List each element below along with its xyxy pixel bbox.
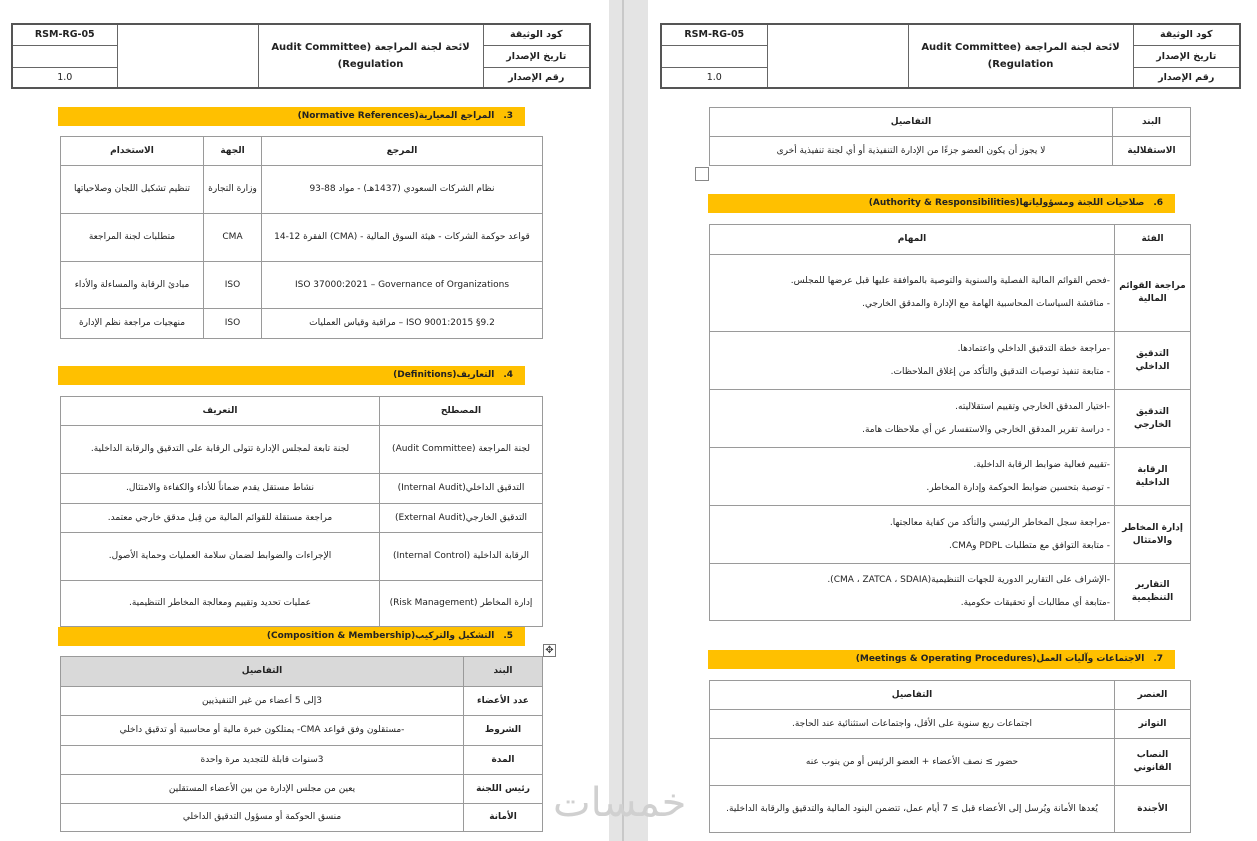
- doc-date-value: [12, 45, 117, 67]
- page-gap: [609, 0, 648, 841]
- paragraph-marker-box: [695, 167, 709, 181]
- table-row: إدارة المخاطر والامتثال -مراجعة سجل المخاطر الرئيسي والتأكد من كفاية معالجتها. - متابعة التوافق مع متطلبات PDPL وCMA.: [710, 506, 1191, 564]
- normative-references-table: المرجع الجهة الاستخدام نظام الشركات السعودي (1437هـ) - مواد 88-93 وزارة التجارة تنظيم تشكيل اللجان وصلاحياتها قواعد حوكمة الشركات - هيئة السوق المالية - (CMA) الفقرة 12-14 CMA متطلبات لجنة المراجعة ISO 37000:2021 – Governance of Organizations ISO مبادئ الرقابة والمساءلة والأداء ISO 9001:2015 §9.2 – مراقبة وقياس العمليات ISO منهجيات مراجعة نظم الإدارة: [60, 136, 543, 339]
- doc-code-label: كود الوثيقة: [483, 24, 590, 45]
- table-row: التدقيق الخارجي(External Audit) مراجعة مستقلة للقوائم المالية من قِبل مدقق خارجي معتمد.: [61, 504, 543, 533]
- table-row: الشروط -مستقلون وفق قواعد CMA- يمتلكون خبرة مالية أو محاسبية أو تدقيق داخلي: [61, 716, 543, 746]
- section-7-heading: 7.الاجتماعات وآليات العمل(Meetings & Operating Procedures): [708, 650, 1175, 669]
- table-row: ISO 9001:2015 §9.2 – مراقبة وقياس العمليات ISO منهجيات مراجعة نظم الإدارة: [61, 309, 543, 339]
- document-header: [11, 23, 591, 89]
- table-row: الرقابة الداخلية (Internal Control) الإجراءات والضوابط لضمان سلامة العمليات وحماية الأصول.: [61, 533, 543, 581]
- section-3-heading: 3.المراجع المعيارية(Normative References): [58, 107, 525, 126]
- table-row: الأمانة منسق الحوكمة أو مسؤول التدقيق الداخلي: [61, 804, 543, 832]
- section-4-heading: 4.التعاريف(Definitions): [58, 366, 525, 385]
- table-row: الاستقلالية لا يجوز أن يكون العضو جزءًا من الإدارة التنفيذية أو أي لجنة تنفيذية أخرى: [710, 137, 1191, 166]
- meetings-table: العنصر التفاصيل التواتر اجتماعات ربع سنوية على الأقل، واجتماعات استثنائية عند الحاجة. النصاب القانوني حضور ≥ نصف الأعضاء + العضو الرئيس أو من ينوب عنه الأجندة يُعدها الأمانة ويُرسل إلى الأعضاء قبل ≥ 7 أيام عمل، تتضمن البنود المالية والتدقيق والرقابة الداخلية.: [709, 680, 1191, 833]
- definitions-table: المصطلح التعريف لجنة المراجعة (Audit Committee) لجنة تابعة لمجلس الإدارة تتولى الرقابة على التدقيق والرقابة الداخلية. التدقيق الداخلي(Internal Audit) نشاط مستقل يقدم ضماناً للأداء والكفاءة والامتثال. التدقيق الخارجي(External Audit) مراجعة مستقلة للقوائم المالية من قِبل مدقق خارجي معتمد. الرقابة الداخلية (Internal Control) الإجراءات والضوابط لضمان سلامة العمليات وحماية الأصول. إدارة المخاطر (Risk Management) عمليات تحديد وتقييم ومعالجة المخاطر التنظيمية.: [60, 396, 543, 627]
- doc-code-value: RSM-RG-05: [12, 24, 117, 45]
- table-row: نظام الشركات السعودي (1437هـ) - مواد 88-93 وزارة التجارة تنظيم تشكيل اللجان وصلاحياتها: [61, 166, 543, 214]
- table-row: ISO 37000:2021 – Governance of Organizations ISO مبادئ الرقابة والمساءلة والأداء: [61, 262, 543, 309]
- section-5-heading: 5.التشكيل والتركيب(Composition & Membership): [58, 627, 525, 646]
- responsibilities-table: الفئة المهام مراجعة القوائم المالية -فحص القوائم المالية الفصلية والسنوية والتوصية بالموافقة عليها قبل عرضها للمجلس. - مناقشة السياسات المحاسبية الهامة مع الإدارة والمدقق الخارجي. التدقيق الداخلي -مراجعة خطة التدقيق الداخلي واعتمادها. - متابعة تنفيذ توصيات التدقيق والتأكد من إغلاق الملاحظات. التدقيق الخارجي -اختيار المدقق الخارجي وتقييم استقلاليته. - دراسة تقرير المدقق الخارجي والاستفسار عن أي ملاحظات هامة. الرقابة الداخلية -تقييم فعالية ضوابط الرقابة الداخلية. - توصية بتحسين ضوابط الحوكمة وإدارة المخاطر. إدارة المخاطر والامتثال -مراجعة سجل المخاطر الرئيسي والتأكد من كفاية معالجتها. - متابعة التوافق مع متطلبات PDPL وCMA. التقارير التنظيمية -الإشراف على التقارير الدورية للجهات التنظيمية(CMA ، ZATCA ، SDAIA). -متابعة أي مطالبات أو تحقيقات حكومية.: [709, 224, 1191, 621]
- table-row: التدقيق الداخلي -مراجعة خطة التدقيق الداخلي واعتمادها. - متابعة تنفيذ توصيات التدقيق والتأكد من إغلاق الملاحظات.: [710, 332, 1191, 390]
- table-row: الأجندة يُعدها الأمانة ويُرسل إلى الأعضاء قبل ≥ 7 أيام عمل، تتضمن البنود المالية والتدقيق والرقابة الداخلية.: [710, 786, 1191, 833]
- composition-table-continued: البند التفاصيل الاستقلالية لا يجوز أن يكون العضو جزءًا من الإدارة التنفيذية أو أي لجنة تنفيذية أخرى: [709, 107, 1191, 166]
- table-row: التقارير التنظيمية -الإشراف على التقارير الدورية للجهات التنظيمية(CMA ، ZATCA ، SDAIA). -متابعة أي مطالبات أو تحقيقات حكومية.: [710, 564, 1191, 621]
- table-move-handle-icon[interactable]: ✥: [543, 644, 556, 657]
- table-row: إدارة المخاطر (Risk Management) عمليات تحديد وتقييم ومعالجة المخاطر التنظيمية.: [61, 581, 543, 627]
- table-row: رئيس اللجنة يعين من مجلس الإدارة من بين الأعضاء المستقلين: [61, 775, 543, 804]
- doc-version-label: رقم الإصدار: [483, 67, 590, 88]
- page-left: [0, 0, 609, 841]
- table-row: عدد الأعضاء 3إلى 5 أعضاء من غير التنفيذيين: [61, 687, 543, 716]
- page-right: [648, 0, 1257, 841]
- table-row: المدة 3سنوات قابلة للتجديد مرة واحدة: [61, 746, 543, 775]
- table-row: التدقيق الخارجي -اختيار المدقق الخارجي وتقييم استقلاليته. - دراسة تقرير المدقق الخارجي والاستفسار عن أي ملاحظات هامة.: [710, 390, 1191, 448]
- doc-version-value: 1.0: [12, 67, 117, 88]
- table-row: التدقيق الداخلي(Internal Audit) نشاط مستقل يقدم ضماناً للأداء والكفاءة والامتثال.: [61, 474, 543, 504]
- table-row: لجنة المراجعة (Audit Committee) لجنة تابعة لمجلس الإدارة تتولى الرقابة على التدقيق والرقابة الداخلية.: [61, 426, 543, 474]
- table-row: النصاب القانوني حضور ≥ نصف الأعضاء + العضو الرئيس أو من ينوب عنه: [710, 739, 1191, 786]
- section-6-heading: 6.صلاحيات اللجنة ومسؤولياتها(Authority & Responsibilities): [708, 194, 1175, 213]
- document-header-2: كود الوثيقة لائحة لجنة المراجعة (Audit Committee Regulation) RSM-RG-05 تاريخ الإصدار رقم الإصدار 1.0: [660, 23, 1241, 89]
- composition-table: البند التفاصيل عدد الأعضاء 3إلى 5 أعضاء من غير التنفيذيين الشروط -مستقلون وفق قواعد CMA- يمتلكون خبرة مالية أو محاسبية أو تدقيق داخلي المدة 3سنوات قابلة للتجديد مرة واحدة رئيس اللجنة يعين من مجلس الإدارة من بين الأعضاء المستقلين الأمانة منسق الحوكمة أو مسؤول التدقيق الداخلي: [60, 656, 543, 832]
- doc-title: لائحة لجنة المراجعة (Audit Committee Regulation): [271, 42, 470, 70]
- table-row: قواعد حوكمة الشركات - هيئة السوق المالية - (CMA) الفقرة 12-14 CMA متطلبات لجنة المراجعة: [61, 214, 543, 262]
- watermark: خمسات: [553, 780, 687, 826]
- table-row: التواتر اجتماعات ربع سنوية على الأقل، واجتماعات استثنائية عند الحاجة.: [710, 710, 1191, 739]
- table-row: مراجعة القوائم المالية -فحص القوائم المالية الفصلية والسنوية والتوصية بالموافقة عليها قبل عرضها للمجلس. - مناقشة السياسات المحاسبية الهامة مع الإدارة والمدقق الخارجي.: [710, 255, 1191, 332]
- logo-cell: [117, 24, 258, 88]
- table-row: الرقابة الداخلية -تقييم فعالية ضوابط الرقابة الداخلية. - توصية بتحسين ضوابط الحوكمة وإدارة المخاطر.: [710, 448, 1191, 506]
- doc-date-label: تاريخ الإصدار: [483, 45, 590, 67]
